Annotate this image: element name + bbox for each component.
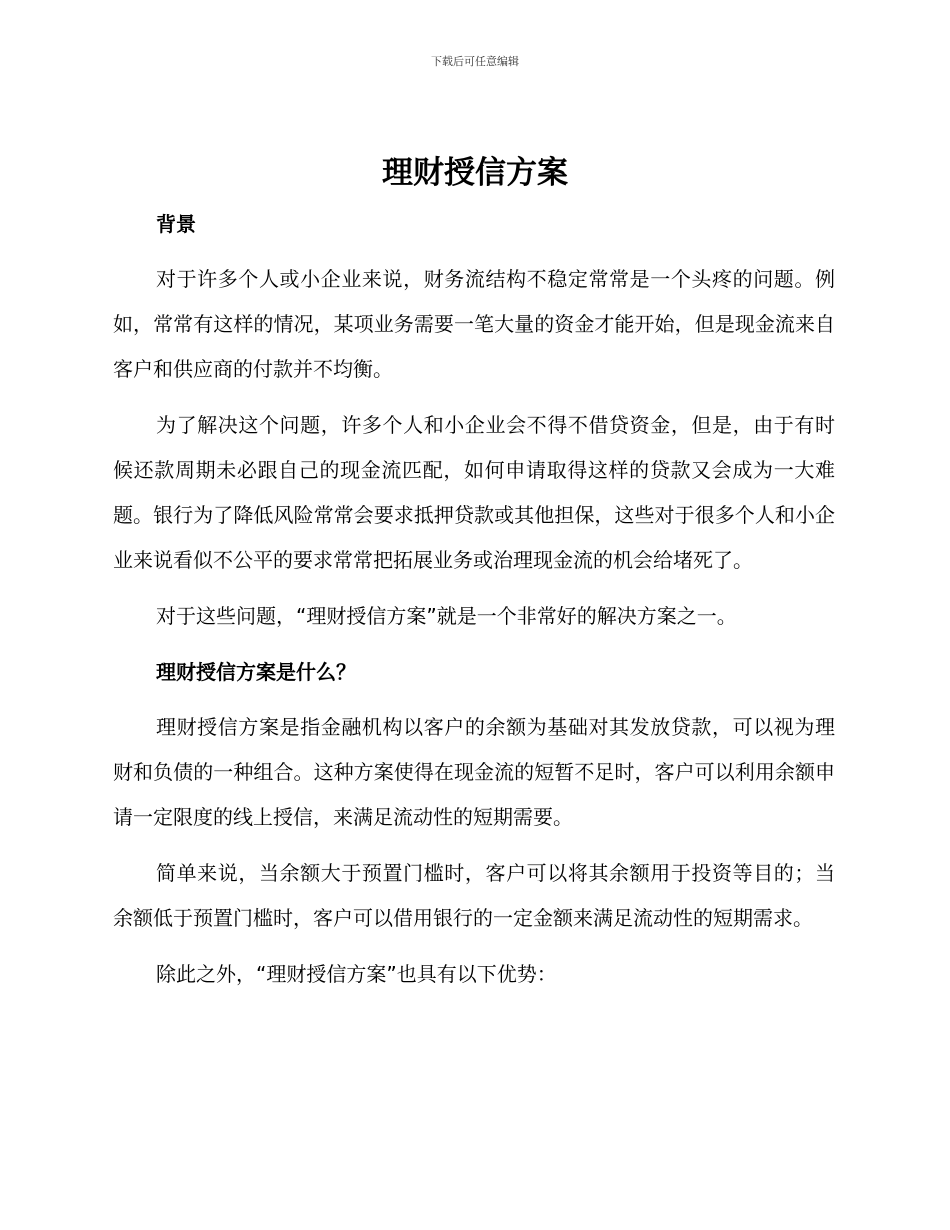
section-heading-what-is: 理财授信方案是什么？ (156, 660, 356, 684)
paragraph-6: 除此之外，“理财授信方案”也具有以下优势： (156, 962, 557, 986)
header-note: 下载后可任意编辑 (431, 55, 519, 68)
document-title: 理财授信方案 (382, 155, 568, 191)
section-heading-background: 背景 (156, 212, 196, 236)
paragraph-5: 简单来说，当余额大于预置门槛时，客户可以将其余额用于投资等目的；当余额低于预置门槛时，客户可以借用银行的一定金额来满足流动性的短期需求。 (113, 861, 835, 930)
paragraph-3: 对于这些问题，“理财授信方案”就是一个非常好的解决方案之一。 (156, 604, 737, 628)
paragraph-1: 对于许多个人或小企业来说，财务流结构不稳定常常是一个头疼的问题。例如，常常有这样的情况，某项业务需要一笔大量的资金才能开始，但是现金流来自客户和供应商的付款并不均衡。 (113, 267, 835, 381)
document-body (113, 202, 835, 997)
paragraph-4: 理财授信方案是指金融机构以客户的余额为基础对其发放贷款，可以视为理财和负债的一种组合。这种方案使得在现金流的短暂不足时，客户可以利用余额申请一定限度的线上授信，来满足流动性的短期需要。 (113, 715, 835, 829)
paragraph-2: 为了解决这个问题，许多个人和小企业会不得不借贷资金，但是，由于有时候还款周期未必跟自己的现金流匹配，如何申请取得这样的贷款又会成为一大难题。银行为了降低风险常常会要求抵押贷款或其他担保，这些对于很多个人和小企业来说看似不公平的要求常常把拓展业务或治理现金流的机会给堵死了。 (113, 413, 835, 572)
